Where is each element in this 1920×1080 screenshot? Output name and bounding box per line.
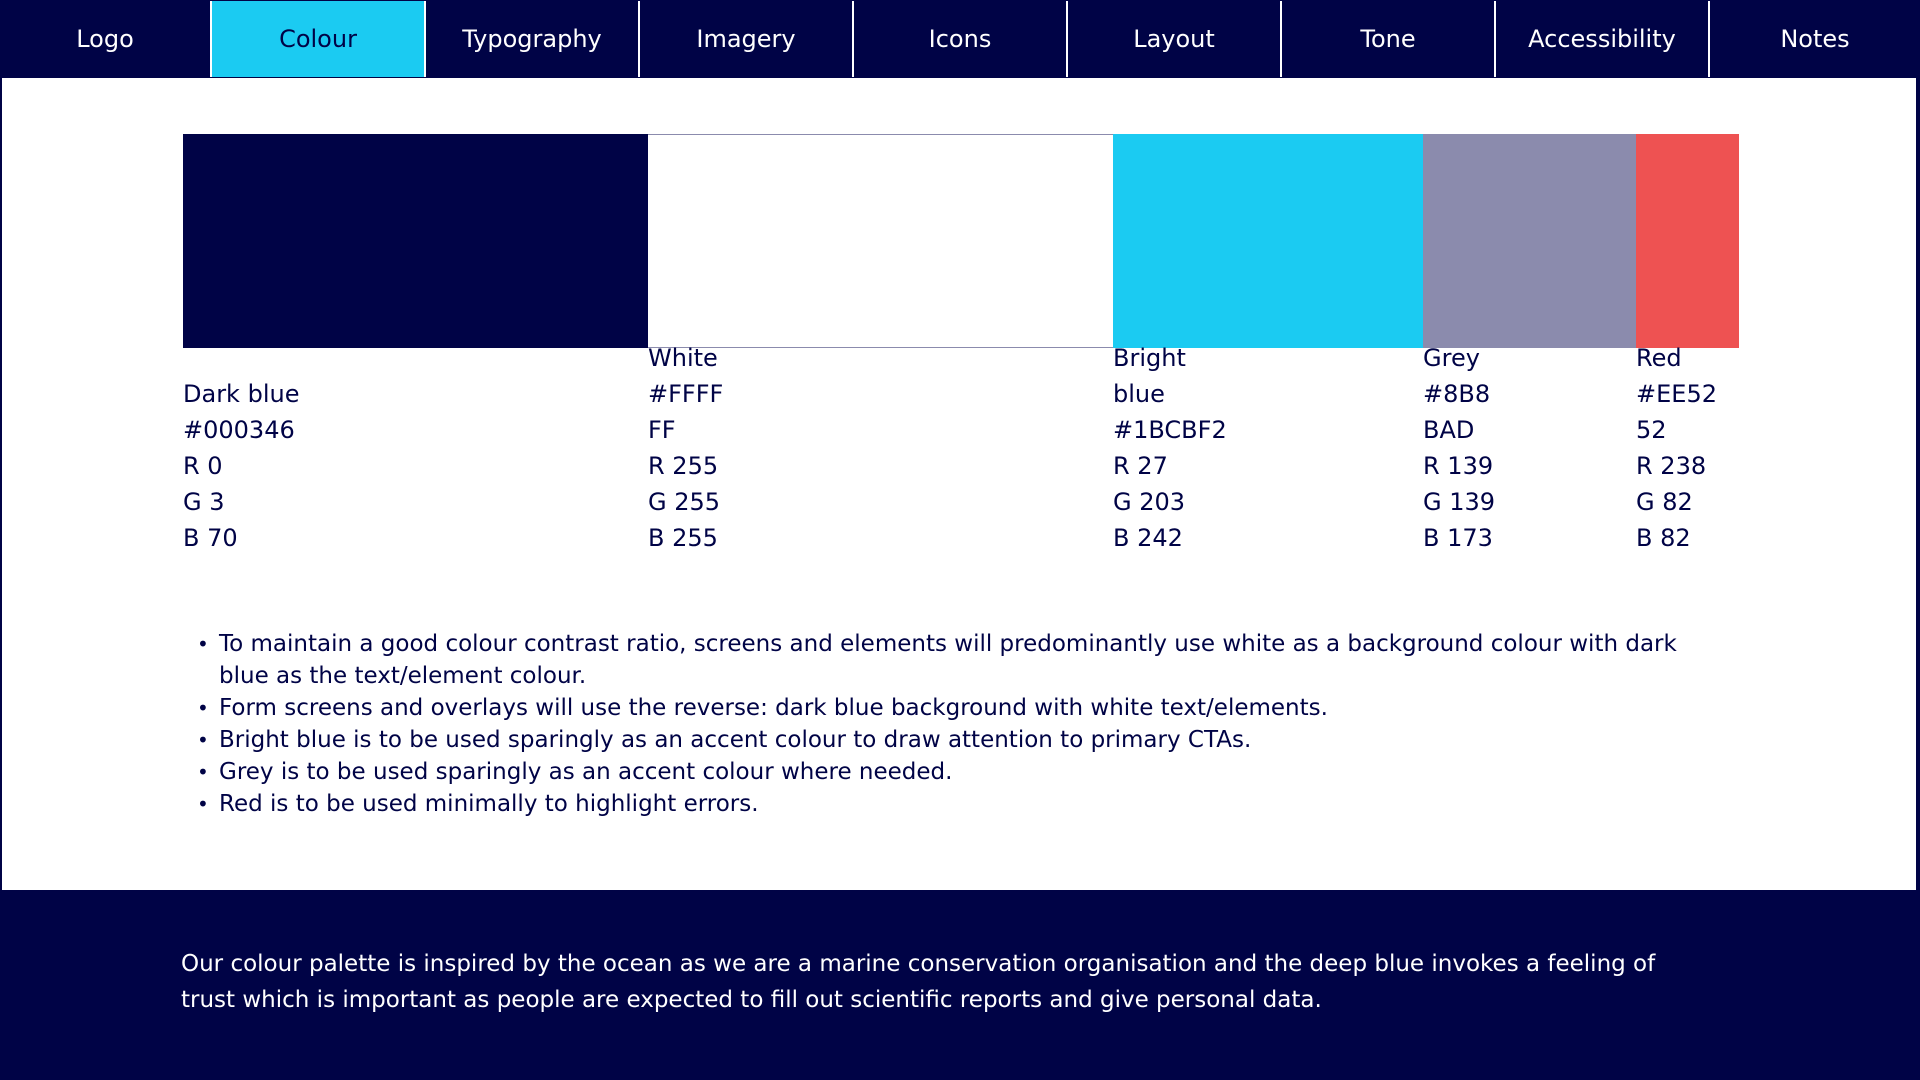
colour-name: Grey bbox=[1423, 344, 1480, 372]
colour-g: G 255 bbox=[648, 488, 721, 516]
swatch-bright-blue bbox=[1113, 134, 1423, 348]
colour-hex: #1BCBF2 bbox=[1113, 416, 1227, 444]
list-item: • To maintain a good colour contrast ratio, screens and elements will predominantly use white as a background colour with dark blue as the text/element colour. bbox=[219, 628, 1719, 692]
tab-icons[interactable]: Icons bbox=[854, 1, 1068, 77]
colour-g: G 3 bbox=[183, 488, 225, 516]
colour-info-grey bbox=[1423, 340, 1505, 556]
colour-hex: #EE5252 bbox=[1636, 380, 1717, 444]
tab-layout[interactable]: Layout bbox=[1068, 1, 1282, 77]
colour-hex: #8B8BAD bbox=[1423, 380, 1491, 444]
tab-logo[interactable]: Logo bbox=[0, 1, 212, 77]
colour-info-white bbox=[648, 340, 728, 556]
list-item: • Bright blue is to be used sparingly as an accent colour to draw attention to primary CTAs. bbox=[219, 724, 1719, 756]
colour-name: Dark blue bbox=[183, 380, 300, 408]
tab-notes[interactable]: Notes bbox=[1780, 25, 1850, 53]
colour-name: White bbox=[648, 344, 718, 372]
section-tabs bbox=[0, 0, 1920, 78]
colour-r: R 255 bbox=[648, 452, 719, 480]
palette-swatches bbox=[183, 134, 1739, 348]
colour-g: G 139 bbox=[1423, 488, 1496, 516]
colour-name: Bright blue bbox=[1113, 344, 1186, 408]
tab-accessibility[interactable]: Accessibility bbox=[1496, 1, 1710, 77]
colour-b: B 255 bbox=[648, 524, 718, 552]
colour-b: B 70 bbox=[183, 524, 238, 552]
colour-guidelines-list bbox=[219, 628, 1719, 820]
colour-info-bright-blue bbox=[1113, 340, 1233, 556]
colour-name: Red bbox=[1636, 344, 1682, 372]
swatch-red bbox=[1636, 134, 1739, 348]
colour-r: R 0 bbox=[183, 452, 223, 480]
list-item: • Form screens and overlays will use the reverse: dark blue background with white text/elements. bbox=[219, 692, 1719, 724]
colour-r: R 27 bbox=[1113, 452, 1168, 480]
tab-tone[interactable]: Tone bbox=[1282, 1, 1496, 77]
list-item: • Grey is to be used sparingly as an accent colour where needed. bbox=[219, 756, 1719, 788]
tab-colour[interactable]: Colour bbox=[212, 1, 426, 77]
colour-hex: #000346 bbox=[183, 416, 295, 444]
colour-g: G 82 bbox=[1636, 488, 1693, 516]
colour-g: G 203 bbox=[1113, 488, 1186, 516]
swatch-dark-blue bbox=[183, 134, 648, 348]
colour-panel bbox=[2, 78, 1916, 890]
colour-info-dark-blue bbox=[183, 376, 623, 556]
colour-info-red bbox=[1636, 340, 1718, 556]
colour-hex: #FFFFFF bbox=[648, 380, 724, 444]
colour-b: B 173 bbox=[1423, 524, 1493, 552]
colour-r: R 238 bbox=[1636, 452, 1707, 480]
colour-b: B 242 bbox=[1113, 524, 1183, 552]
colour-r: R 139 bbox=[1423, 452, 1494, 480]
colour-b: B 82 bbox=[1636, 524, 1691, 552]
swatch-white bbox=[648, 134, 1113, 348]
swatch-grey bbox=[1423, 134, 1636, 348]
tab-imagery[interactable]: Imagery bbox=[640, 1, 854, 77]
tab-typography[interactable]: Typography bbox=[426, 1, 640, 77]
list-item: • Red is to be used minimally to highlight errors. bbox=[219, 788, 1719, 820]
palette-rationale: Our colour palette is inspired by the ocean as we are a marine conservation organisation and the deep blue invokes a feeling of trust which is important as people are expected to fill out scientific reports and give personal data. bbox=[181, 951, 1656, 1013]
